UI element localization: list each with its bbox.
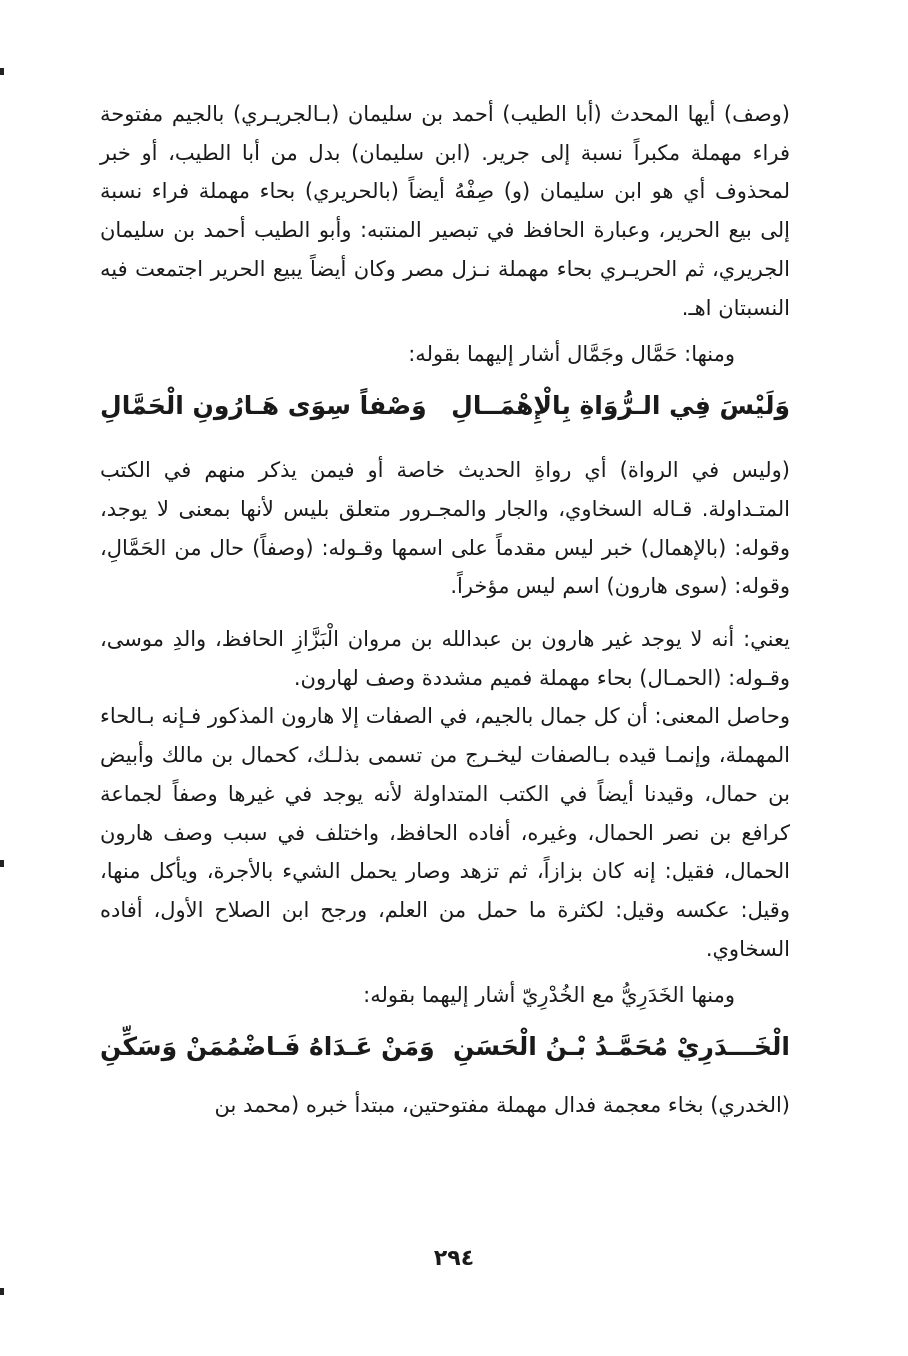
verse-2-first-hemistich: الْخَـــدَرِيْ مُحَمَّـدُ بْـنُ الْحَسَنِ [452, 1031, 790, 1061]
verse-1-first-hemistich: وَلَيْسَ فِي الـرُّوَاةِ بِالْإِهْمَــالِ [451, 390, 790, 420]
margin-mark [0, 68, 4, 75]
paragraph-5: (الخدري) بخاء معجمة فدال مهملة مفتوحتين، مبتدأ خبره (محمد بن [214, 1093, 790, 1118]
verse-intro-2: ومنها الخَدَرِيُّ مع الخُدْرِيّ أشار إليهما بقوله: [363, 983, 735, 1008]
verse-2 [100, 1014, 790, 1078]
verse-intro-1: ومنها: حَمَّال وجَمَّال أشار إليهما بقوله: [408, 342, 735, 367]
verse-1-second-hemistich: وَصْفاً سِوَى هَـارُونِ الْحَمَّالِ [100, 390, 427, 420]
paragraph-1: (وصف) أيها المحدث (أبا الطيب) أحمد بن سليمان (بـالجريـري) بالجيم مفتوحة فراء مهملة مكبراً نسبة إلى جرير. (ابن سليمان) بدل من أبا الطيب، أو خبر لمحذوف أي هو ابن سليمان (و) صِفْهُ أيضاً (بالحريري) بحاء مهملة فراء نسبة إلى بيع الحرير، وعبارة الحافظ في تبصير المنتبه: وأبو الطيب أحمد بن سليمان الجريري، ثم الحريـري بحاء مهملة نـزل مصر وكان أيضاً يبيع الحرير اجتمعت فيه النسبتان اهـ. [100, 102, 790, 320]
verse-2-second-hemistich: وَمَنْ عَـدَاهُ فَـاضْمُمَنْ وَسَكِّنِ [100, 1031, 435, 1061]
page-body [100, 95, 790, 1125]
margin-mark [0, 1288, 4, 1295]
verse-1 [100, 373, 790, 437]
page-number: ٢٩٤ [433, 1246, 475, 1271]
paragraph-2: (وليس في الرواة) أي رواةِ الحديث خاصة أو فيمن يذكر منهم في الكتب المتـداولة. قـاله السخاوي، والجار والمجـرور متعلق بليس لأنها بمعنى لا يوجد، وقوله: (بالإهمال) خبر ليس مقدماً على اسمها وقـوله: (وصفاً) حال من الحَمَّالِ، وقوله: (سوى هارون) اسم ليس مؤخراً. [100, 458, 790, 599]
margin-mark [0, 860, 4, 867]
paragraph-4: وحاصل المعنى: أن كل جمال بالجيم، في الصفات إلا هارون المذكور فـإنه بـالحاء المهملة، وإنمـا قيده بـالصفات ليخـرج من تسمى بذلـك، كحمال بن مالك وأبيض بن حمال، وقيدنا أيضاً في الكتب المتداولة لأنه يوجد في غيرها وصفاً لجماعة كرافع بن نصر الحمال، وغيره، أفاده الحافظ، واختلف في سبب وصف هارون الحمال، فقيل: إنه كان بزازاً، ثم تزهد وصار يحمل الشيء بالأجرة، ويأكل منها، وقيل: عكسه وقيل: لكثرة ما حمل من العلم، ورجح ابن الصلاح الأول، أفاده السخاوي. [100, 704, 790, 961]
paragraph-3: يعني: أنه لا يوجد غير هارون بن عبدالله بن مروان الْبَزَّازِ الحافظ، والدِ موسى، وقـوله: (الحمـال) بحاء مهملة فميم مشددة وصف لهارون. [100, 627, 790, 690]
